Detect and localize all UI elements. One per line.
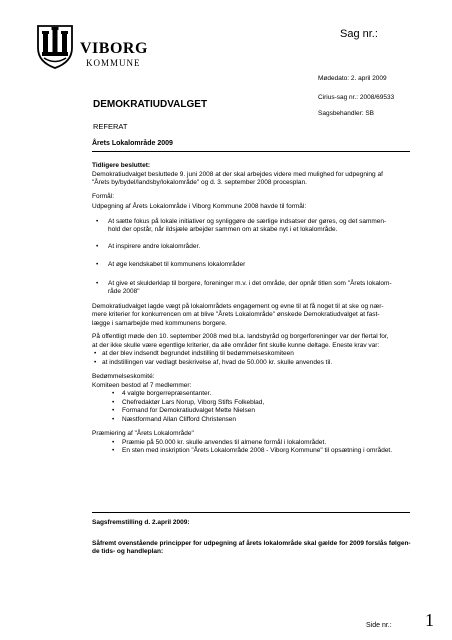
paragraph-line: Såfremt ovenstående principper for udpegning af årets lokalområde skal gælde for 2009 forslås følgen- (92, 539, 411, 547)
paragraph-line: Udpegning af Årets Lokalområde i Viborg Kommune 2008 havde til formål: (92, 203, 307, 210)
case-presentation (92, 519, 412, 557)
paragraph-line: mere kriterier for konkurrencen om at blive "Årets Lokalområde" ønskede Demokratiudvalget at fast- (92, 311, 380, 318)
paragraph-line: "Årets by/bydel/landsby/lokalområde" og d. 3. september 2008 procesplan. (92, 179, 307, 186)
cirius-case-number: Cirius-sag nr.: 2008/69533 (318, 94, 395, 101)
list-item: • at der blev indsendt begrundet indstilling til bedømmelseskomiteen (92, 350, 412, 359)
list-item: • At inspirere andre lokalområder. (92, 243, 412, 252)
document-title: DEMOKRATIUDVALGET (93, 99, 208, 110)
paragraph-line: lægge i samarbejde med kommunens borgere. (92, 319, 227, 327)
page-number-label: Side nr.: (366, 622, 392, 629)
list-item: • En sten med inskription "Årets Lokalområde 2008 - Viborg Kommune" til opsætning i området. (92, 447, 412, 456)
case-officer: Sagsbehandler: SB (318, 110, 375, 117)
list-item: • Chefredaktør Lars Norup, Viborg Stifts Folkeblad, (92, 399, 412, 408)
paragraph-line: Demokratiudvalget lagde vægt på lokalområdets engagement og evne til at få noget til at ske og nær- (92, 302, 384, 310)
divider-line (92, 512, 410, 513)
list-item: • 4 valgte borgerrepræsentanter. (92, 390, 412, 399)
paragraph-line: På offentligt møde den 10. september 2008 med bl.a. landsbyråd og borgerforeninger var der flertal for, (92, 333, 389, 340)
document-type: REFERAT (93, 122, 128, 131)
meeting-date: Mødedato: 2. april 2009 (318, 75, 387, 82)
logo-name: VIBORG (80, 40, 148, 57)
document-subject: Årets Lokalområde 2009 (92, 140, 173, 147)
section-heading: Tidligere besluttet: (92, 162, 151, 169)
case-number-label: Sag nr.: (340, 28, 378, 40)
list-item: • Formand for Demokratiudvalget Mette Nielsen (92, 407, 412, 416)
paragraph-line: Demokratiudvalget besluttede 9. juni 2008 at der skal arbejdes videre med mulighed for udpegning af (92, 170, 383, 178)
coat-of-arms-icon (34, 20, 76, 70)
list-item: • at indstillingen var vedlagt beskrivelse af, hvad de 50.000 kr. skulle anvendes til. (92, 359, 412, 368)
list-item: • At øge kendskabet til kommunens lokalområder (92, 261, 412, 270)
section-heading: Sagsfremstilling d. 2.april 2009: (92, 519, 190, 526)
divider-line (92, 151, 410, 152)
paragraph-line: de tids- og handleplan: (92, 548, 164, 555)
paragraph-line: at der ikke skulle være egentlige kriterier, da alle områder fint skulle kunne deltage. Eneste krav var: (92, 341, 380, 349)
viborg-kommune-logo (34, 20, 154, 72)
logo-subtitle: KOMMUNE (86, 58, 141, 68)
list-item: • At give et skulderklap til borgere, foreninger m.v. i det område, der opnår titlen som "Årets lokalom- råde 2008" (92, 280, 412, 297)
list-item: • Næstformand Allan Clifford Christensen (92, 416, 412, 425)
list-item: • At sætte fokus på lokale initiativer og synliggøre de særlige indsatser der gøres, og det sammen- hold der opstår, når ildsjæle arbejder sammen om at skabe nyt i et lokalområde. (92, 218, 412, 235)
list-item: • Præmie på 50.000 kr. skulle anvendes til almene formål i lokalområdet. (92, 439, 412, 448)
document-body (92, 162, 412, 456)
section-heading: Bedømmelseskomité: (92, 373, 155, 380)
page-number: 1 (425, 610, 434, 630)
paragraph-line: Komiteen bestod af 7 medlemmer: (92, 381, 192, 389)
section-heading: Formål: (92, 192, 115, 200)
section-heading: Præmiering af "Årets Lokalområde" (92, 430, 194, 437)
